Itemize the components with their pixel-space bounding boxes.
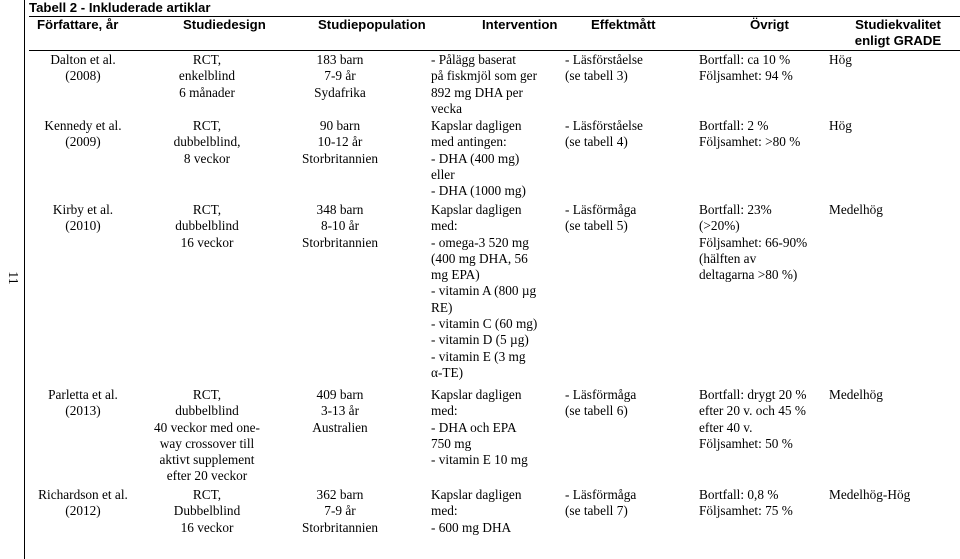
effect-line: - Läsförmåga <box>565 202 637 217</box>
cell-design <box>150 202 264 251</box>
intervention-line: 750 mg <box>431 435 472 451</box>
cell-quality <box>829 118 899 134</box>
other-line: Bortfall: ca 10 % <box>699 52 791 67</box>
design-line: RCT, <box>192 487 222 502</box>
cell-population <box>285 202 395 251</box>
intervention-line: - DHA (400 mg) <box>431 150 520 166</box>
population-line: 7-9 år <box>324 68 356 84</box>
intervention-line: med: <box>431 403 458 419</box>
effect-line: (se tabell 4) <box>565 134 628 150</box>
cell-population <box>285 52 395 101</box>
cell-design <box>150 487 264 536</box>
cell-quality <box>829 387 899 403</box>
cell-quality <box>829 52 899 68</box>
cell-author <box>31 202 135 235</box>
author-line: (2008) <box>65 68 101 84</box>
cell-author <box>31 387 135 420</box>
cell-population <box>285 487 395 536</box>
design-line: dubbelblind, <box>173 134 241 150</box>
intervention-line: mg EPA) <box>431 267 480 283</box>
intervention-line: - 600 mg DHA <box>431 519 512 535</box>
other-line: Följsamhet: 50 % <box>699 435 793 451</box>
author-line: (2009) <box>65 134 101 150</box>
effect-line: - Läsförmåga <box>565 487 637 502</box>
other-line: Följsamhet: 66-90% <box>699 234 808 250</box>
cell-effect <box>565 52 685 85</box>
cell-intervention <box>431 487 571 536</box>
intervention-line: - DHA (1000 mg) <box>431 183 526 199</box>
effect-line: (se tabell 3) <box>565 68 628 84</box>
intervention-line: (400 mg DHA, 56 <box>431 250 528 266</box>
header-intervention: Intervention <box>482 17 558 32</box>
intervention-line: - DHA och EPA <box>431 419 517 435</box>
quality-line: Medelhög <box>829 202 883 217</box>
effect-line: (se tabell 7) <box>565 503 628 519</box>
population-line: 362 barn <box>316 487 364 502</box>
population-line: Australien <box>312 419 368 435</box>
intervention-line: på fiskmjöl som ger <box>431 68 537 84</box>
population-line: Storbritannien <box>301 150 379 166</box>
cell-population <box>285 118 395 167</box>
design-line: 16 veckor <box>180 234 234 250</box>
author-line: (2010) <box>65 218 101 234</box>
cell-quality <box>829 202 899 218</box>
header-population: Studiepopulation <box>318 17 426 32</box>
design-line: dubbelblind <box>175 403 239 419</box>
author-line: Richardson et al. <box>38 487 128 502</box>
cell-effect <box>565 387 685 420</box>
population-line: 348 barn <box>316 202 364 217</box>
population-line: 8-10 år <box>320 218 360 234</box>
design-line: 6 månader <box>179 84 235 100</box>
cell-author <box>31 487 135 520</box>
effect-line: (se tabell 5) <box>565 218 628 234</box>
header-quality: Studiekvalitet enligt GRADE <box>854 17 942 48</box>
cell-other <box>699 202 829 283</box>
intervention-line: - omega-3 520 mg <box>431 234 529 250</box>
design-line: efter 20 veckor <box>166 468 248 484</box>
author-line: Dalton et al. <box>50 52 116 67</box>
cell-design <box>150 52 264 101</box>
quality-line: Medelhög <box>829 387 883 402</box>
design-line: way crossover till <box>159 435 255 451</box>
header-other: Övrigt <box>750 17 789 32</box>
author-line: Kirby et al. <box>52 202 114 217</box>
cell-design <box>150 387 264 485</box>
other-line: deltagarna >80 %) <box>699 267 798 283</box>
design-line: enkelblind <box>178 68 236 84</box>
cell-design <box>150 118 264 167</box>
population-line: 10-12 år <box>317 134 363 150</box>
intervention-line: Kapslar dagligen <box>431 202 522 217</box>
effect-line: - Läsförståelse <box>565 52 643 67</box>
cell-author <box>31 52 135 85</box>
cell-effect <box>565 118 685 151</box>
cell-author <box>31 118 135 151</box>
intervention-line: Kapslar dagligen <box>431 387 522 402</box>
other-line: (>20%) <box>699 218 740 234</box>
cell-other <box>699 387 829 452</box>
author-line: (2012) <box>65 503 101 519</box>
population-line: Sydafrika <box>314 84 366 100</box>
other-line: Bortfall: 2 % <box>699 118 769 133</box>
author-line: Parletta et al. <box>48 387 118 402</box>
design-line: RCT, <box>192 118 222 133</box>
other-line: (hälften av <box>699 250 757 266</box>
other-line: Följsamhet: 94 % <box>699 68 793 84</box>
intervention-line: med: <box>431 218 458 234</box>
intervention-line: med antingen: <box>431 134 507 150</box>
population-line: 90 barn <box>319 118 361 133</box>
cell-quality <box>829 487 911 503</box>
intervention-line: - vitamin E (3 mg <box>431 348 526 364</box>
intervention-line: α-TE) <box>431 364 464 380</box>
design-line: RCT, <box>192 202 222 217</box>
design-line: RCT, <box>192 52 222 67</box>
population-line: 3-13 år <box>320 403 360 419</box>
design-line: 40 veckor med one- <box>154 419 260 435</box>
design-line: 16 veckor <box>180 519 234 535</box>
author-line: Kennedy et al. <box>44 118 122 133</box>
intervention-line: vecka <box>431 100 463 116</box>
other-line: Bortfall: 0,8 % <box>699 487 779 502</box>
population-line: 7-9 år <box>324 503 356 519</box>
intervention-line: - vitamin A (800 µg <box>431 283 537 299</box>
effect-line: - Läsförmåga <box>565 387 637 402</box>
other-line: Bortfall: 23% <box>699 202 772 217</box>
quality-line: Hög <box>829 52 852 67</box>
other-line: Följsamhet: >80 % <box>699 134 801 150</box>
cell-other <box>699 118 829 151</box>
cell-intervention <box>431 52 571 117</box>
header-effect: Effektmått <box>591 17 656 32</box>
quality-line: Medelhög-Hög <box>829 487 911 502</box>
design-line: RCT, <box>192 387 222 402</box>
effect-line: - Läsförståelse <box>565 118 643 133</box>
cell-intervention <box>431 387 571 468</box>
intervention-line: - vitamin E 10 mg <box>431 452 528 468</box>
intervention-line: eller <box>431 166 455 182</box>
other-line: efter 40 v. <box>699 419 753 435</box>
cell-other <box>699 487 829 520</box>
cell-intervention <box>431 202 571 381</box>
page-margin-rule <box>24 0 25 559</box>
other-line: Bortfall: drygt 20 % <box>699 387 807 402</box>
population-line: 183 barn <box>316 52 364 67</box>
population-line: Storbritannien <box>301 234 379 250</box>
design-line: 8 veckor <box>183 150 231 166</box>
intervention-line: - vitamin D (5 µg) <box>431 332 529 348</box>
cell-other <box>699 52 829 85</box>
intervention-line: 892 mg DHA per <box>431 84 523 100</box>
intervention-line: med: <box>431 503 458 519</box>
cell-intervention <box>431 118 571 199</box>
other-line: Följsamhet: 75 % <box>699 503 793 519</box>
author-line: (2013) <box>65 403 101 419</box>
header-author: Författare, år <box>37 17 119 32</box>
intervention-line: - Pålägg baserat <box>431 52 516 67</box>
other-line: efter 20 v. och 45 % <box>699 403 806 419</box>
intervention-line: Kapslar dagligen <box>431 487 522 502</box>
design-line: Dubbelblind <box>173 503 241 519</box>
cell-effect <box>565 487 685 520</box>
population-line: Storbritannien <box>301 519 379 535</box>
design-line: aktivt supplement <box>159 452 255 468</box>
intervention-line: Kapslar dagligen <box>431 118 522 133</box>
population-line: 409 barn <box>316 387 364 402</box>
intervention-line: RE) <box>431 299 453 315</box>
intervention-line: - vitamin C (60 mg) <box>431 316 538 332</box>
cell-population <box>285 387 395 436</box>
header-design: Studiedesign <box>183 17 266 32</box>
page-number: 11 <box>5 271 20 285</box>
design-line: dubbelblind <box>175 218 239 234</box>
cell-effect <box>565 202 685 235</box>
effect-line: (se tabell 6) <box>565 403 628 419</box>
quality-line: Hög <box>829 118 852 133</box>
header-divider <box>29 50 960 51</box>
table-caption: Tabell 2 - Inkluderade artiklar <box>29 0 211 15</box>
